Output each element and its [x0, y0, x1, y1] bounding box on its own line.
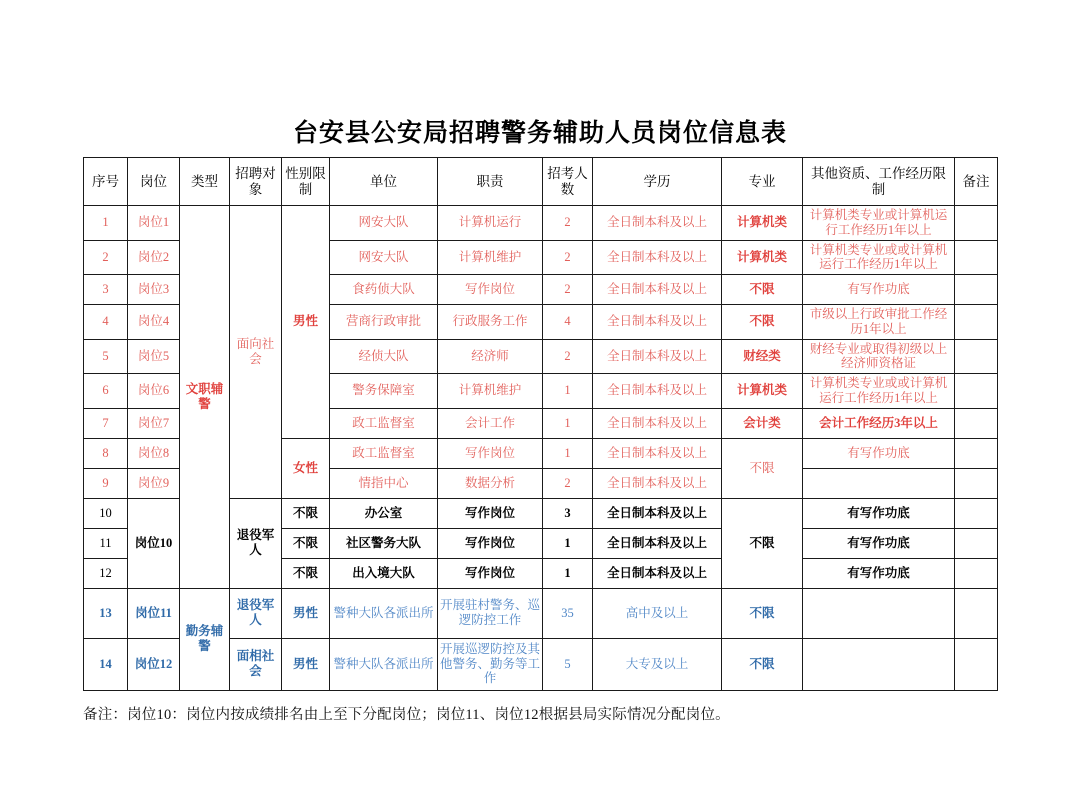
header-serial: 序号	[84, 158, 128, 206]
cell-major: 财经类	[722, 339, 803, 374]
header-remark: 备注	[955, 158, 998, 206]
cell-education: 全日制本科及以上	[593, 558, 722, 588]
cell-major: 计算机类	[722, 240, 803, 275]
cell-education: 大专及以上	[593, 638, 722, 690]
cell-count: 4	[543, 305, 593, 340]
cell-post: 岗位3	[128, 275, 180, 305]
cell-unit: 食药侦大队	[330, 275, 438, 305]
cell-major-group-veteran: 不限	[722, 498, 803, 588]
cell-post: 岗位2	[128, 240, 180, 275]
cell-gender: 男性	[282, 638, 330, 690]
cell-unit: 营商行政审批	[330, 305, 438, 340]
cell-remark	[955, 498, 998, 528]
cell-qualification: 计算机类专业或或计算机运行工作经历1年以上	[803, 240, 955, 275]
cell-count: 2	[543, 339, 593, 374]
cell-remark	[955, 408, 998, 438]
cell-target-veteran: 退役军人	[230, 588, 282, 638]
cell-count: 1	[543, 558, 593, 588]
cell-qualification: 有写作功底	[803, 558, 955, 588]
header-major: 专业	[722, 158, 803, 206]
cell-education: 全日制本科及以上	[593, 240, 722, 275]
header-target: 招聘对象	[230, 158, 282, 206]
cell-serial: 3	[84, 275, 128, 305]
cell-gender: 不限	[282, 528, 330, 558]
header-count: 招考人数	[543, 158, 593, 206]
cell-qualification: 市级以上行政审批工作经历1年以上	[803, 305, 955, 340]
table-row	[84, 588, 998, 638]
header-duty: 职责	[438, 158, 543, 206]
cell-education: 全日制本科及以上	[593, 305, 722, 340]
cell-serial: 4	[84, 305, 128, 340]
cell-major: 不限	[722, 305, 803, 340]
cell-remark	[955, 305, 998, 340]
cell-serial: 8	[84, 438, 128, 468]
cell-post-group-10: 岗位10	[128, 498, 180, 588]
cell-duty: 写作岗位	[438, 498, 543, 528]
cell-duty: 会计工作	[438, 408, 543, 438]
cell-major: 会计类	[722, 408, 803, 438]
cell-duty: 行政服务工作	[438, 305, 543, 340]
cell-count: 1	[543, 374, 593, 409]
cell-major: 不限	[722, 638, 803, 690]
cell-serial: 10	[84, 498, 128, 528]
job-info-table-wrapper	[83, 157, 997, 691]
cell-unit: 政工监督室	[330, 408, 438, 438]
cell-serial: 14	[84, 638, 128, 690]
cell-duty: 写作岗位	[438, 438, 543, 468]
cell-education: 全日制本科及以上	[593, 206, 722, 241]
cell-duty: 经济师	[438, 339, 543, 374]
cell-serial: 6	[84, 374, 128, 409]
footer-note: 备注：岗位10：岗位内按成绩排名由上至下分配岗位；岗位11、岗位12根据县局实际情况分配岗位。	[83, 707, 730, 723]
cell-serial: 2	[84, 240, 128, 275]
cell-qualification: 有写作功底	[803, 528, 955, 558]
header-type: 类型	[180, 158, 230, 206]
cell-remark	[955, 558, 998, 588]
cell-remark	[955, 275, 998, 305]
cell-unit: 网安大队	[330, 240, 438, 275]
cell-education: 全日制本科及以上	[593, 275, 722, 305]
cell-count: 1	[543, 528, 593, 558]
cell-serial: 9	[84, 468, 128, 498]
cell-duty: 计算机维护	[438, 240, 543, 275]
cell-post: 岗位1	[128, 206, 180, 241]
cell-unit: 警务保障室	[330, 374, 438, 409]
cell-count: 2	[543, 468, 593, 498]
cell-remark	[955, 528, 998, 558]
cell-post: 岗位4	[128, 305, 180, 340]
table-row	[84, 206, 998, 241]
cell-unit: 出入境大队	[330, 558, 438, 588]
cell-serial: 11	[84, 528, 128, 558]
cell-education: 全日制本科及以上	[593, 528, 722, 558]
cell-unit: 情指中心	[330, 468, 438, 498]
cell-gender: 不限	[282, 498, 330, 528]
cell-education: 高中及以上	[593, 588, 722, 638]
cell-major: 计算机类	[722, 374, 803, 409]
cell-type-group-qinwu: 勤务辅警	[180, 588, 230, 690]
cell-remark	[955, 638, 998, 690]
header-qualification: 其他资质、工作经历限制	[803, 158, 955, 206]
cell-count: 1	[543, 408, 593, 438]
cell-duty: 计算机维护	[438, 374, 543, 409]
table-header-row	[84, 158, 998, 206]
header-gender: 性别限制	[282, 158, 330, 206]
cell-qualification: 计算机类专业或计算机运行工作经历1年以上	[803, 206, 955, 241]
cell-target-society-typo: 面相社会	[230, 638, 282, 690]
cell-post: 岗位9	[128, 468, 180, 498]
cell-unit: 社区警务大队	[330, 528, 438, 558]
cell-serial: 12	[84, 558, 128, 588]
cell-type-group-wenzhi: 文职辅警	[180, 206, 230, 589]
cell-unit: 警种大队各派出所	[330, 588, 438, 638]
header-unit: 单位	[330, 158, 438, 206]
cell-qualification: 有写作功底	[803, 438, 955, 468]
cell-qualification: 会计工作经历3年以上	[803, 408, 955, 438]
cell-serial: 7	[84, 408, 128, 438]
cell-count: 5	[543, 638, 593, 690]
cell-qualification	[803, 468, 955, 498]
cell-serial: 5	[84, 339, 128, 374]
cell-post: 岗位11	[128, 588, 180, 638]
cell-duty: 计算机运行	[438, 206, 543, 241]
cell-post: 岗位5	[128, 339, 180, 374]
cell-qualification: 财经专业或取得初级以上经济师资格证	[803, 339, 955, 374]
cell-major-group-female: 不限	[722, 438, 803, 498]
cell-education: 全日制本科及以上	[593, 468, 722, 498]
cell-remark	[955, 438, 998, 468]
cell-duty: 开展驻村警务、巡逻防控工作	[438, 588, 543, 638]
cell-unit: 网安大队	[330, 206, 438, 241]
cell-gender-male: 男性	[282, 206, 330, 439]
cell-major: 不限	[722, 275, 803, 305]
cell-major: 计算机类	[722, 206, 803, 241]
cell-count: 1	[543, 438, 593, 468]
cell-education: 全日制本科及以上	[593, 438, 722, 468]
header-post: 岗位	[128, 158, 180, 206]
cell-qualification: 计算机类专业或或计算机运行工作经历1年以上	[803, 374, 955, 409]
cell-gender-female: 女性	[282, 438, 330, 498]
cell-count: 2	[543, 206, 593, 241]
cell-qualification: 有写作功底	[803, 275, 955, 305]
cell-count: 2	[543, 275, 593, 305]
cell-unit: 警种大队各派出所	[330, 638, 438, 690]
cell-qualification	[803, 588, 955, 638]
cell-unit: 经侦大队	[330, 339, 438, 374]
cell-post: 岗位12	[128, 638, 180, 690]
cell-post: 岗位7	[128, 408, 180, 438]
cell-remark	[955, 374, 998, 409]
cell-target-veteran: 退役军人	[230, 498, 282, 588]
cell-education: 全日制本科及以上	[593, 408, 722, 438]
cell-count: 3	[543, 498, 593, 528]
cell-education: 全日制本科及以上	[593, 339, 722, 374]
cell-count: 35	[543, 588, 593, 638]
cell-post: 岗位6	[128, 374, 180, 409]
cell-gender: 男性	[282, 588, 330, 638]
cell-remark	[955, 339, 998, 374]
cell-target-society: 面向社会	[230, 206, 282, 499]
cell-gender: 不限	[282, 558, 330, 588]
cell-duty: 数据分析	[438, 468, 543, 498]
cell-unit: 政工监督室	[330, 438, 438, 468]
cell-duty: 写作岗位	[438, 275, 543, 305]
cell-remark	[955, 588, 998, 638]
page-title: 台安县公安局招聘警务辅助人员岗位信息表	[292, 120, 787, 147]
cell-count: 2	[543, 240, 593, 275]
cell-serial: 13	[84, 588, 128, 638]
cell-remark	[955, 206, 998, 241]
cell-duty: 写作岗位	[438, 528, 543, 558]
job-info-table	[83, 157, 998, 691]
cell-qualification	[803, 638, 955, 690]
cell-unit: 办公室	[330, 498, 438, 528]
cell-major: 不限	[722, 588, 803, 638]
cell-remark	[955, 468, 998, 498]
cell-remark	[955, 240, 998, 275]
cell-duty: 开展巡逻防控及其他警务、勤务等工作	[438, 638, 543, 690]
cell-education: 全日制本科及以上	[593, 498, 722, 528]
cell-education: 全日制本科及以上	[593, 374, 722, 409]
header-education: 学历	[593, 158, 722, 206]
cell-duty: 写作岗位	[438, 558, 543, 588]
cell-post: 岗位8	[128, 438, 180, 468]
cell-qualification: 有写作功底	[803, 498, 955, 528]
cell-serial: 1	[84, 206, 128, 241]
